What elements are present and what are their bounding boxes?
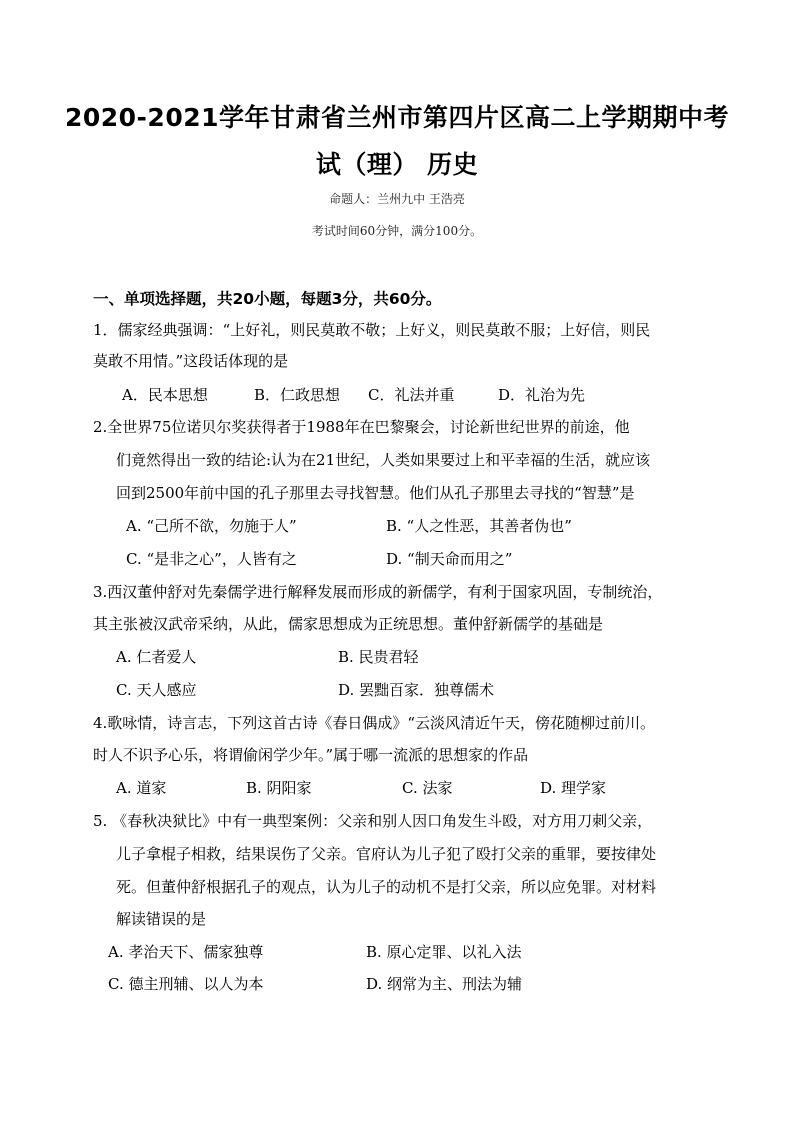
question-5-line-3: 死。但董仲舒根据孔子的观点，认为儿子的动机不是打父亲，所以应免罪。对材料	[116, 878, 657, 896]
question-4-option-c: C. 法家	[402, 779, 453, 797]
question-2-option-b: B. “人之性恶，其善者伪也”	[386, 517, 572, 535]
question-5-line-1: 5. 《春秋决狱比》中有一典型案例：父亲和别人因口角发生斗殴，对方用刀刺父亲，	[93, 812, 653, 830]
question-3-line-1: 3.西汉董仲舒对先秦儒学进行解释发展而形成的新儒学，有利于国家巩固，专制统治，	[93, 583, 663, 601]
question-2-option-a: A. “己所不欲，勿施于人”	[126, 517, 297, 535]
exam-title-line-1: 2020-2021学年甘肃省兰州市第四片区高二上学期期中考	[64, 103, 730, 132]
question-2-line-1: 2.全世界75位诺贝尔奖获得者于1988年在巴黎聚会，讨论新世纪世界的前途，他	[93, 418, 630, 436]
question-1-line-2: 莫敢不用情。”这段话体现的是	[93, 352, 289, 370]
question-2-option-c: C. “是非之心”，人皆有之	[126, 550, 297, 568]
question-4-option-d: D. 理学家	[540, 779, 607, 797]
question-3-option-d: D. 罢黜百家．独尊儒术	[338, 681, 495, 699]
question-5-option-d: D. 纲常为主、刑法为辅	[366, 975, 523, 993]
question-5-option-a: A. 孝治天下、儒家独尊	[108, 943, 264, 961]
exam-author: 命题人：兰州九中 王浩亮	[329, 192, 465, 206]
question-1-option-a: A．民本思想	[122, 386, 208, 404]
question-2-line-3: 回到2500年前中国的孔子那里去寻找智慧。他们从孔子那里去寻找的“智慧”是	[116, 484, 635, 502]
question-3-line-2: 其主张被汉武帝采纳，从此，儒家思想成为正统思想。董仲舒新儒学的基础是	[93, 615, 604, 633]
exam-time-info: 考试时间60分钟，满分100分。	[311, 224, 483, 238]
question-3-option-c: C. 天人感应	[116, 681, 197, 699]
section-heading: 一、单项选择题，共20小题，每题3分，共60分。	[93, 290, 442, 308]
question-1-option-d: D．礼治为先	[498, 386, 586, 404]
question-4-line-1: 4.歌咏情，诗言志，下列这首古诗《春日偶成》“云淡风清近午天，傍花随柳过前川。	[93, 714, 655, 732]
question-4-line-2: 时人不识予心乐，将谓偷闲学少年。”属于哪一流派的思想家的作品	[93, 746, 529, 764]
question-3-option-b: B. 民贵君轻	[338, 648, 419, 666]
exam-title-line-2: 试（理） 历史	[315, 150, 479, 179]
question-1-line-1: 1．儒家经典强调：“上好礼，则民莫敢不敬；上好义，则民莫敢不服；上好信，则民	[93, 321, 651, 339]
question-4-option-b: B. 阴阳家	[246, 779, 312, 797]
question-1-option-b: B．仁政思想	[254, 386, 341, 404]
question-5-option-b: B. 原心定罪、以礼入法	[366, 943, 522, 961]
question-2-option-d: D. “制天命而用之”	[386, 550, 513, 568]
question-4-option-a: A. 道家	[116, 779, 167, 797]
question-1-option-c: C．礼法并重	[368, 386, 455, 404]
question-2-line-2: 们竟然得出一致的结论:认为在21世纪，人类如果要过上和平幸福的生活，就应该	[116, 451, 651, 469]
question-5-line-4: 解读错误的是	[116, 910, 207, 928]
question-5-option-c: C. 德主刑辅、以人为本	[108, 975, 264, 993]
question-3-option-a: A. 仁者爱人	[116, 648, 197, 666]
question-5-line-2: 儿子拿棍子相救，结果误伤了父亲。官府认为儿子犯了殴打父亲的重罪，要按律处	[116, 845, 657, 863]
